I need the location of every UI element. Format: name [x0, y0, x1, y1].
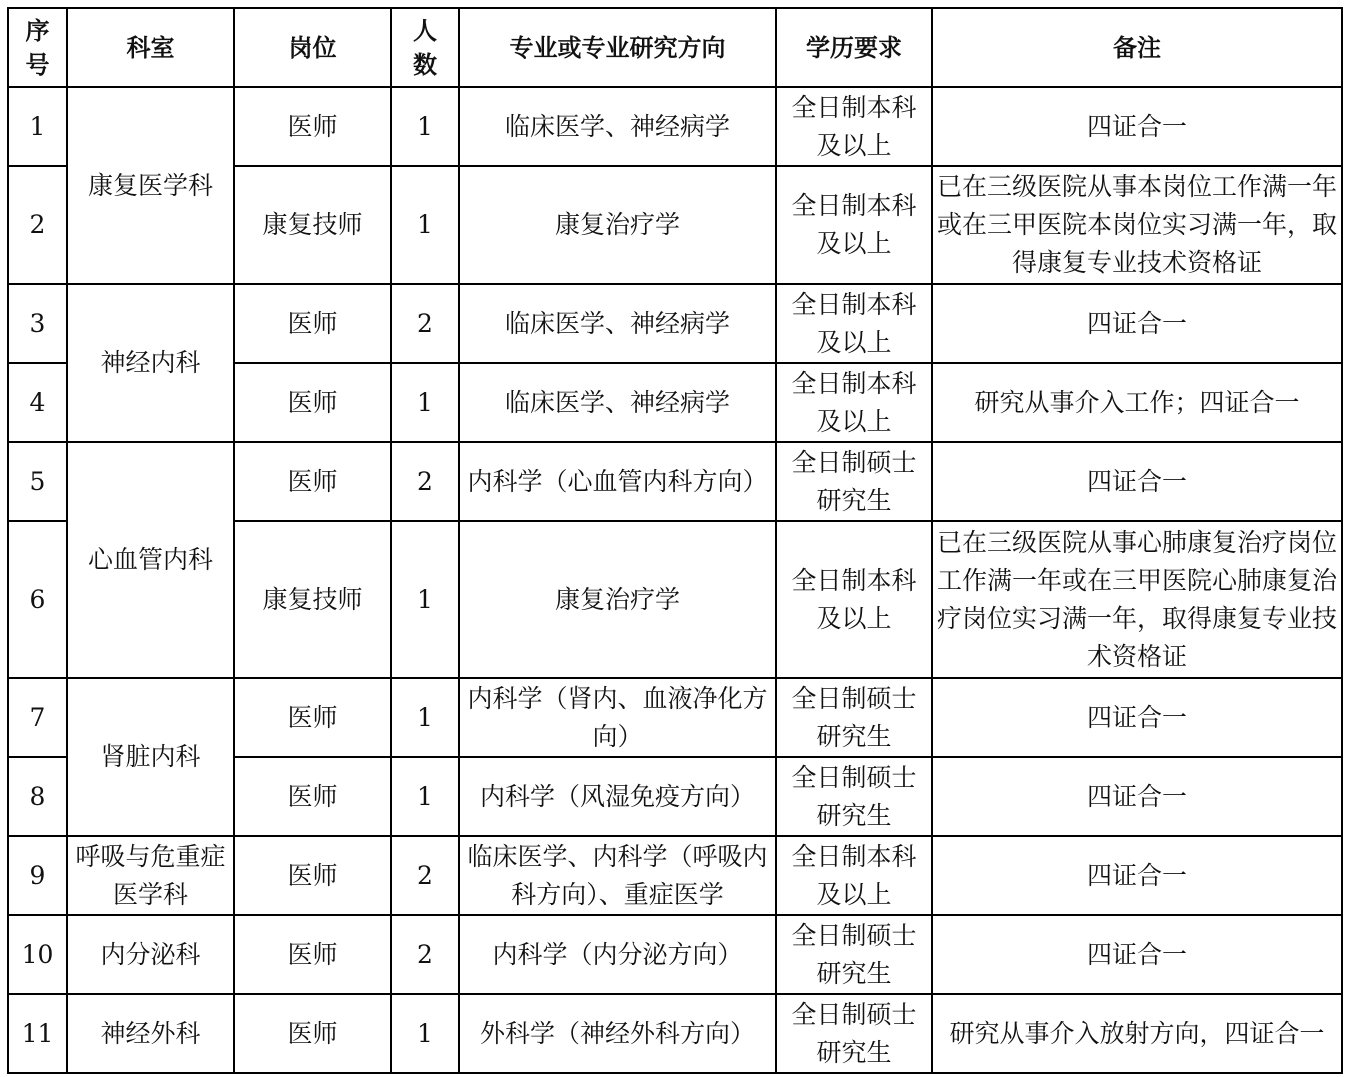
- cell-edu: 全日制本科及以上: [776, 87, 932, 166]
- cell-major: 内科学（内分泌方向）: [459, 915, 776, 994]
- cell-seq: 1: [8, 87, 67, 166]
- cell-note: 四证合一: [932, 678, 1342, 757]
- cell-edu: 全日制本科及以上: [776, 521, 932, 678]
- table-row: [8, 994, 1342, 1073]
- cell-count: 2: [391, 442, 459, 521]
- cell-note: 研究从事介入工作；四证合一: [932, 363, 1342, 442]
- cell-major: 临床医学、神经病学: [459, 363, 776, 442]
- cell-post: 医师: [234, 284, 391, 363]
- cell-edu: 全日制硕士研究生: [776, 915, 932, 994]
- cell-edu: 全日制硕士研究生: [776, 442, 932, 521]
- cell-dept: 康复医学科: [67, 87, 234, 284]
- table-row: [8, 442, 1342, 521]
- cell-seq: 5: [8, 442, 67, 521]
- table-row: [8, 87, 1342, 166]
- cell-major: 临床医学、神经病学: [459, 284, 776, 363]
- cell-count: 1: [391, 166, 459, 284]
- cell-seq: 8: [8, 757, 67, 836]
- cell-count: 2: [391, 284, 459, 363]
- cell-edu: 全日制本科及以上: [776, 836, 932, 915]
- cell-post: 医师: [234, 363, 391, 442]
- cell-seq: 10: [8, 915, 67, 994]
- cell-post: 医师: [234, 442, 391, 521]
- cell-major: 外科学（神经外科方向）: [459, 994, 776, 1073]
- cell-dept: 神经内科: [67, 284, 234, 442]
- cell-note: 研究从事介入放射方向，四证合一: [932, 994, 1342, 1073]
- cell-seq: 7: [8, 678, 67, 757]
- header-post: 岗位: [234, 8, 391, 87]
- cell-note: 四证合一: [932, 915, 1342, 994]
- cell-note: 四证合一: [932, 757, 1342, 836]
- cell-post: 医师: [234, 836, 391, 915]
- header-row: [8, 8, 1342, 87]
- cell-count: 1: [391, 757, 459, 836]
- cell-note: 已在三级医院从事心肺康复治疗岗位工作满一年或在三甲医院心肺康复治疗岗位实习满一年，取得康复专业技术资格证: [932, 521, 1342, 678]
- cell-dept: 肾脏内科: [67, 678, 234, 836]
- table-row: [8, 678, 1342, 757]
- cell-seq: 3: [8, 284, 67, 363]
- cell-edu: 全日制本科及以上: [776, 166, 932, 284]
- cell-post: 医师: [234, 994, 391, 1073]
- header-edu: 学历要求: [776, 8, 932, 87]
- cell-dept: 内分泌科: [67, 915, 234, 994]
- cell-count: 1: [391, 994, 459, 1073]
- cell-count: 2: [391, 915, 459, 994]
- cell-edu: 全日制硕士研究生: [776, 757, 932, 836]
- recruitment-table: [7, 7, 1343, 1074]
- cell-major: 临床医学、内科学（呼吸内科方向）、重症医学: [459, 836, 776, 915]
- cell-edu: 全日制硕士研究生: [776, 994, 932, 1073]
- table-row: [8, 284, 1342, 363]
- cell-post: 医师: [234, 915, 391, 994]
- cell-count: 1: [391, 678, 459, 757]
- cell-major: 康复治疗学: [459, 166, 776, 284]
- cell-dept: 呼吸与危重症医学科: [67, 836, 234, 915]
- cell-note: 已在三级医院从事本岗位工作满一年或在三甲医院本岗位实习满一年，取得康复专业技术资格证: [932, 166, 1342, 284]
- cell-seq: 11: [8, 994, 67, 1073]
- cell-major: 内科学（心血管内科方向）: [459, 442, 776, 521]
- header-major: 专业或专业研究方向: [459, 8, 776, 87]
- cell-count: 1: [391, 521, 459, 678]
- cell-post: 康复技师: [234, 166, 391, 284]
- header-note: 备注: [932, 8, 1342, 87]
- cell-note: 四证合一: [932, 284, 1342, 363]
- table-row: [8, 915, 1342, 994]
- cell-count: 2: [391, 836, 459, 915]
- cell-dept: 心血管内科: [67, 442, 234, 678]
- cell-major: 内科学（肾内、血液净化方向）: [459, 678, 776, 757]
- cell-post: 医师: [234, 757, 391, 836]
- cell-post: 医师: [234, 87, 391, 166]
- cell-edu: 全日制本科及以上: [776, 284, 932, 363]
- cell-note: 四证合一: [932, 836, 1342, 915]
- cell-count: 1: [391, 363, 459, 442]
- cell-seq: 2: [8, 166, 67, 284]
- header-dept: 科室: [67, 8, 234, 87]
- header-seq: 序号: [8, 8, 67, 87]
- cell-dept: 神经外科: [67, 994, 234, 1073]
- cell-note: 四证合一: [932, 442, 1342, 521]
- cell-count: 1: [391, 87, 459, 166]
- cell-edu: 全日制本科及以上: [776, 363, 932, 442]
- cell-major: 临床医学、神经病学: [459, 87, 776, 166]
- cell-seq: 4: [8, 363, 67, 442]
- cell-post: 康复技师: [234, 521, 391, 678]
- cell-major: 内科学（风湿免疫方向）: [459, 757, 776, 836]
- cell-post: 医师: [234, 678, 391, 757]
- cell-major: 康复治疗学: [459, 521, 776, 678]
- cell-note: 四证合一: [932, 87, 1342, 166]
- header-count: 人数: [391, 8, 459, 87]
- table-row: [8, 836, 1342, 915]
- cell-seq: 6: [8, 521, 67, 678]
- cell-edu: 全日制硕士研究生: [776, 678, 932, 757]
- cell-seq: 9: [8, 836, 67, 915]
